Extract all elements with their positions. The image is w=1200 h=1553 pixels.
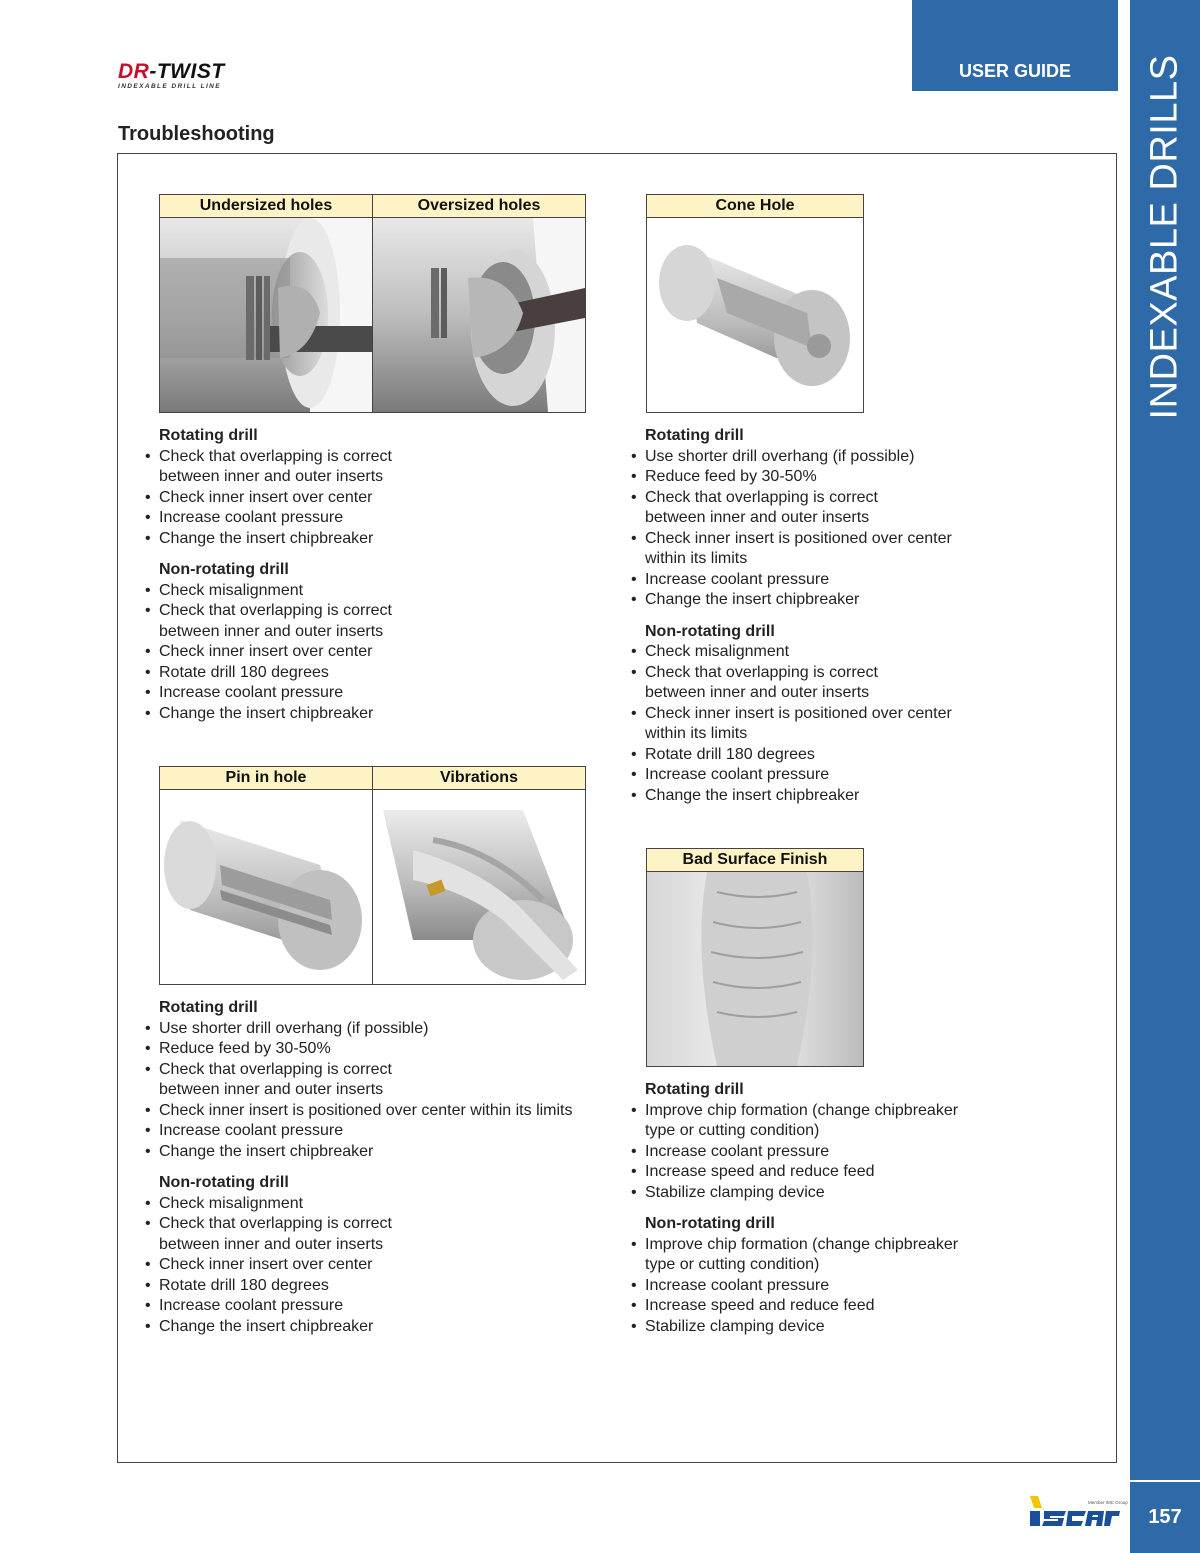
list-item: • Check inner insert is positioned over center — [630, 704, 1070, 725]
image-table-surface — [646, 848, 864, 1067]
user-guide-tab: USER GUIDE — [912, 0, 1118, 91]
list-item: • Increase coolant pressure — [630, 765, 1070, 786]
list-item: between inner and outer inserts — [645, 509, 870, 526]
list-item: • Check inner insert is positioned over center — [630, 529, 1070, 550]
undersized-oversized-instructions — [144, 426, 604, 735]
image-cell-vibrations — [372, 767, 585, 984]
cone-hole-instructions — [630, 426, 1070, 817]
logo-wordmark: DR-TWIST — [118, 60, 225, 83]
list-item: type or cutting condition) — [645, 1122, 820, 1139]
drill-in-cylinder-illustration — [373, 790, 585, 984]
list-item: • Rotate drill 180 degrees — [630, 745, 1070, 766]
image-cell-cone — [647, 195, 863, 412]
page-title: Troubleshooting — [118, 123, 275, 145]
list-item: • Increase speed and reduce feed — [630, 1296, 1070, 1317]
pin-in-hole-image — [160, 790, 372, 984]
vibrations-image — [373, 790, 585, 984]
bullet-list — [144, 581, 604, 725]
logo-tagline: INDEXABLE DRILL LINE — [118, 83, 221, 90]
list-item: • Check misalignment — [144, 581, 604, 602]
list-item: • Change the insert chipbreaker — [630, 786, 1070, 807]
section-heading: Non-rotating drill — [159, 1174, 289, 1191]
list-item: • Improve chip formation (change chipbreaker — [630, 1101, 1070, 1122]
list-item: • Stabilize clamping device — [630, 1317, 1070, 1338]
image-header: Bad Surface Finish — [647, 849, 863, 872]
image-table-cone — [646, 194, 864, 413]
list-item: • Change the insert chipbreaker — [144, 704, 604, 725]
list-item: • Stabilize clamping device — [630, 1183, 1070, 1204]
list-item: • Reduce feed by 30-50% — [630, 467, 1070, 488]
list-item: • Check that overlapping is correct — [144, 1214, 614, 1235]
drill-in-hole-illustration — [373, 218, 585, 412]
list-item: • Improve chip formation (change chipbreaker — [630, 1235, 1070, 1256]
cone-hole-image — [647, 218, 863, 412]
section-heading: Non-rotating drill — [645, 1215, 775, 1232]
list-item: • Use shorter drill overhang (if possible) — [144, 1019, 614, 1040]
bullet-list — [630, 642, 1070, 806]
section-heading: Non-rotating drill — [645, 622, 775, 640]
section-heading: Rotating drill — [645, 1081, 744, 1098]
image-header: Cone Hole — [647, 195, 863, 218]
list-item: • Increase coolant pressure — [144, 1121, 614, 1142]
list-item: within its limits — [645, 550, 748, 567]
list-item: • Rotate drill 180 degrees — [144, 1276, 614, 1297]
image-header: Pin in hole — [160, 767, 372, 790]
list-item: • Increase coolant pressure — [630, 570, 1070, 591]
member-group-text: Member IMC Group — [1088, 1500, 1128, 1505]
list-item: • Use shorter drill overhang (if possible) — [630, 447, 1070, 468]
list-item: • Check that overlapping is correct — [144, 601, 604, 622]
image-header: Undersized holes — [160, 195, 372, 218]
section-heading: Non-rotating drill — [159, 561, 289, 578]
list-item: • Check inner insert over center — [144, 488, 604, 509]
image-cell-undersized — [160, 195, 372, 412]
list-item: • Increase coolant pressure — [630, 1276, 1070, 1297]
brand-logo — [118, 62, 225, 90]
bullet-list — [630, 1235, 1070, 1338]
list-item: • Increase coolant pressure — [144, 508, 604, 529]
list-item: • Change the insert chipbreaker — [630, 590, 1070, 611]
bullet-list — [630, 447, 1070, 611]
list-item: • Increase coolant pressure — [144, 683, 604, 704]
list-item: • Change the insert chipbreaker — [144, 1142, 614, 1163]
side-section-bar — [1130, 0, 1200, 1480]
side-section-label: INDEXABLE DRILLS — [1143, 54, 1186, 420]
oversized-hole-image — [373, 218, 585, 412]
list-item: • Change the insert chipbreaker — [144, 1317, 614, 1338]
page-number: 157 — [1130, 1482, 1200, 1553]
list-item: type or cutting condition) — [645, 1256, 820, 1273]
list-item: between inner and outer inserts — [159, 1235, 384, 1253]
section-heading: Rotating drill — [159, 427, 258, 444]
list-item: • Check that overlapping is correct — [144, 1060, 614, 1081]
bad-surface-finish-image — [647, 872, 863, 1066]
list-item: • Check inner insert over center — [144, 642, 604, 663]
bullet-list — [144, 447, 604, 550]
list-item: between inner and outer inserts — [159, 622, 384, 640]
list-item: • Check that overlapping is correct — [630, 663, 1070, 684]
list-item: • Reduce feed by 30-50% — [144, 1039, 614, 1060]
section-heading: Rotating drill — [159, 999, 258, 1016]
list-item: • Check that overlapping is correct — [630, 488, 1070, 509]
list-item: between inner and outer inserts — [645, 684, 870, 701]
list-item: • Increase speed and reduce feed — [630, 1162, 1070, 1183]
iscar-logo-mark — [1028, 1494, 1128, 1528]
list-item: within its limits — [645, 725, 748, 742]
list-item: between inner and outer inserts — [159, 468, 384, 485]
bullet-list — [144, 1019, 614, 1163]
image-table-pin-vibration — [159, 766, 586, 985]
list-item: • Check misalignment — [630, 642, 1070, 663]
pin-vibration-instructions — [144, 998, 614, 1348]
drill-in-hole-illustration — [160, 218, 372, 412]
undersized-hole-image — [160, 218, 372, 412]
image-table-size — [159, 194, 586, 413]
surface-finish-instructions — [630, 1080, 1070, 1348]
image-cell-oversized — [372, 195, 585, 412]
list-item: • Increase coolant pressure — [144, 1296, 614, 1317]
rough-bore-illustration — [647, 872, 863, 1066]
list-item: • Check inner insert over center — [144, 1255, 614, 1276]
image-cell-pin — [160, 767, 372, 984]
image-header: Oversized holes — [373, 195, 585, 218]
bullet-list — [144, 1194, 614, 1338]
iscar-logo — [1028, 1494, 1128, 1528]
list-item: • Increase coolant pressure — [630, 1142, 1070, 1163]
cut-cylinder-illustration — [647, 218, 863, 412]
bullet-list — [630, 1101, 1070, 1204]
image-cell-surface — [647, 849, 863, 1066]
list-item: • Check that overlapping is correct — [144, 447, 604, 468]
list-item: • Check misalignment — [144, 1194, 614, 1215]
section-heading: Rotating drill — [645, 427, 744, 444]
cut-cylinder-illustration — [160, 790, 372, 984]
list-item: • Change the insert chipbreaker — [144, 529, 604, 550]
image-header: Vibrations — [373, 767, 585, 790]
list-item: between inner and outer inserts — [159, 1081, 384, 1098]
list-item: • Check inner insert is positioned over center within its limits — [144, 1101, 614, 1122]
list-item: • Rotate drill 180 degrees — [144, 663, 604, 684]
